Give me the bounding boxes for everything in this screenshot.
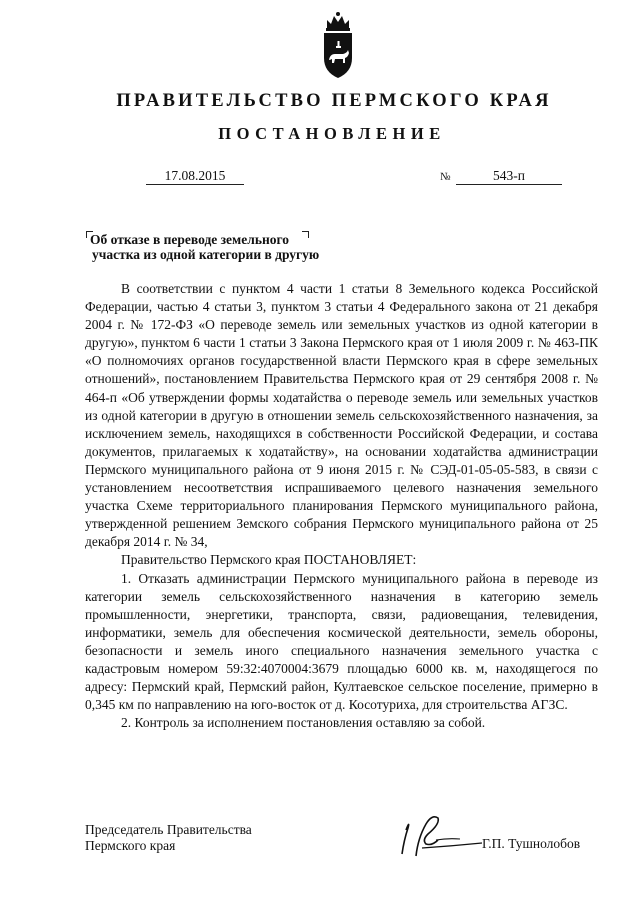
document-body — [85, 280, 598, 732]
coat-of-arms-icon — [318, 10, 358, 80]
document-type: ПОСТАНОВЛЕНИЕ — [218, 124, 446, 143]
document-subject — [90, 232, 330, 262]
subject-line: Об отказе в переводе земельного — [90, 232, 290, 247]
body-paragraph: В соответствии с пунктом 4 части 1 статьи 8 Земельного кодекса Российской Федерации, частью 4 статьи 3, пунктом 3 статьи 4 Федерального закона от 21 декабря 2004 г. № 172-ФЗ «О переводе земель или земельных участков из одной категории в другую», пунктом 6 части 1 статьи 3 Закона Пермского края от 1 июля 2009 г. № 463-ПК «О полномочиях органов государственной власти Пермского края в сфере земельных отношений», постановлением Правительства Пермского края от 29 сентября 2008 г. № 464-п «Об утверждении формы ходатайства о переводе земель или земельных участков из одной категории в другую в отношении земель сельскохозяйственного назначения, за исключением земель, находящихся в собственности Российской Федерации, и состава документов, прилагаемых к ходатайству», на основании ходатайства администрации Пермского муниципального района от 9 июня 2015 г. № СЭД-01-05-05-583, в связи с установлением несоответствия испрашиваемого целевого назначения земельного участка Схеме территориального планирования Пермского муниципального района, утвержденной решением Земского собрания Пермского муниципального района от 25 декабря 2014 г. № 34, — [85, 281, 598, 550]
document-number: 543-п — [456, 168, 562, 185]
government-title: ПРАВИТЕЛЬСТВО ПЕРМСКОГО КРАЯ — [116, 91, 552, 111]
signer-position-line: Пермского края — [85, 837, 176, 853]
signer-position — [85, 822, 252, 853]
handwritten-signature-icon — [392, 810, 522, 860]
signer-position-line: Председатель Правительства — [85, 822, 252, 837]
number-sign: № — [440, 171, 451, 183]
subject-line: участка из одной категории в другую — [92, 247, 320, 262]
document-date: 17.08.2015 — [146, 168, 244, 185]
signer-name: Г.П. Тушнолобов — [482, 836, 581, 851]
body-paragraph: 2. Контроль за исполнением постановления оставляю за собой. — [121, 715, 486, 731]
resolution-statement: Правительство Пермского края ПОСТАНОВЛЯЕТ: — [121, 552, 417, 568]
body-paragraph: 1. Отказать администрации Пермского муниципального района в переводе из категории земель сельскохозяйственного назначения в категорию земель промышленности, энергетики, транспорта, связи, радиовещания, телевидения, информатики, земель для обеспечения космической деятельности, земель обороны, безопасности и земель иного специального назначения земельного участка с кадастровым номером 59:32:4070004:3679 площадью 6000 кв. м, находящегося по адресу: Пермский край, Пермский район, Култаевское сельское поселение, примерно в 0,345 км по направлению на юго-восток от д. Косотуриха, для строительства АГЗС. — [85, 570, 598, 713]
